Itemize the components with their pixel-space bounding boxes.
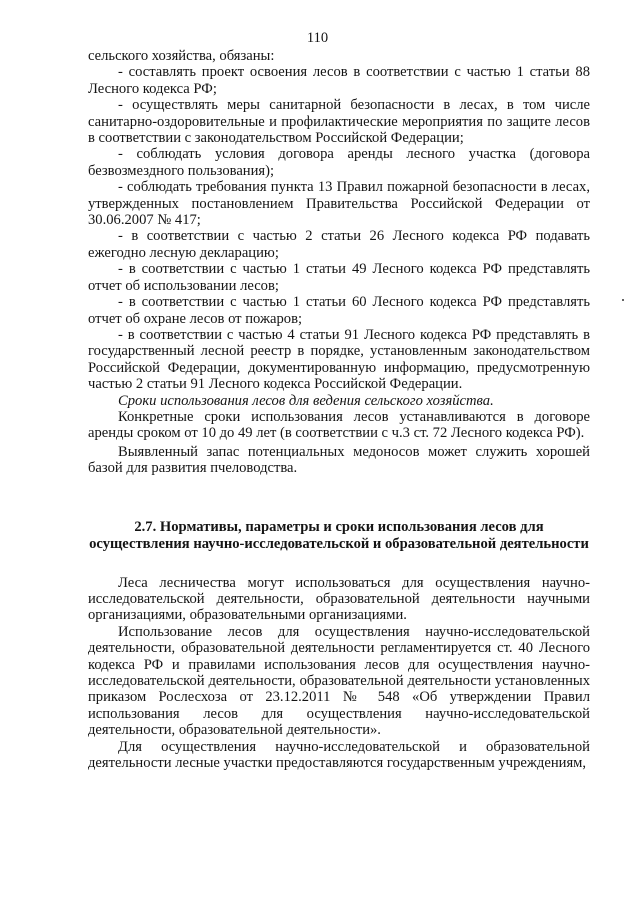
section-paragraph: Использование лесов для осуществления научно-исследовательской деятельности, образовательной деятельности регламентируется ст. 40 Лесного кодекса РФ и правилами использования лесов для осуществления научно-исследовательской деятельности, образовательной деятельности установленных приказом Рослесхоза от 23.12.2011 № 548 «Об утверждении Правил использования лесов для осуществления научно-исследовательской деятельности, образовательной деятельности». xyxy=(88,623,590,739)
terms-caption: Сроки использования лесов для ведения сельского хозяйства. xyxy=(118,392,494,409)
obligation-item: - составлять проект освоения лесов в соответствии с частью 1 статьи 88 Лесного кодекса РФ; xyxy=(88,64,590,97)
obligation-item: - соблюдать условия договора аренды лесного участка (договора безвозмездного пользования); xyxy=(88,146,590,179)
obligation-item: - в соответствии с частью 1 статьи 49 Лесного кодекса РФ представлять отчет об использовании лесов; xyxy=(88,261,590,294)
obligation-item: - в соответствии с частью 2 статьи 26 Лесного кодекса РФ подавать ежегодно лесную декларацию; xyxy=(88,228,590,261)
obligation-item: - в соответствии с частью 1 статьи 60 Лесного кодекса РФ представлять отчет об охране лесов от пожаров; xyxy=(88,294,590,327)
obligation-item: - осуществлять меры санитарной безопасности в лесах, в том числе санитарно-оздоровительные и профилактические мероприятия по защите лесов в соответствии с законодательством Российской Федерации; xyxy=(88,97,590,147)
intro-lead: сельского хозяйства, обязаны: xyxy=(88,48,275,64)
honey-paragraph: Выявленный запас потенциальных медоносов может служить хорошей базой для развития пчеловодства. xyxy=(88,443,590,477)
obligation-item: - соблюдать требования пункта 13 Правил пожарной безопасности в лесах, утвержденных постановлением Правительства Российской Федерации от 30.06.2007 № 417; xyxy=(88,179,590,229)
terms-paragraph: Конкретные сроки использования лесов устанавливаются в договоре аренды сроком от 10 до 49 лет (в соответствии с ч.3 ст. 72 Лесного кодекса РФ). xyxy=(88,408,590,442)
section-paragraph: Для осуществления научно-исследовательской и образовательной деятельности лесные участки предоставляются государственным учреждениям, xyxy=(88,738,590,772)
page-number: 110 xyxy=(306,30,329,46)
section-heading: 2.7. Нормативы, параметры и сроки использования лесов для осуществления научно-исследовательской и образовательной деятельности xyxy=(89,518,589,552)
page-content xyxy=(88,48,590,771)
obligation-item: - в соответствии с частью 4 статьи 91 Лесного кодекса РФ представлять в государственный лесной реестр в порядке, установленным законодательством Российской Федерации, документированную информацию, предусмотренную частью 2 статьи 91 Лесного кодекса Российской Федерации. xyxy=(88,326,590,393)
section-paragraph: Леса лесничества могут использоваться для осуществления научно-исследовательской деятельности, образовательной деятельности научными организациями, образовательными организациями. xyxy=(88,574,590,624)
scan-speck xyxy=(622,299,624,301)
